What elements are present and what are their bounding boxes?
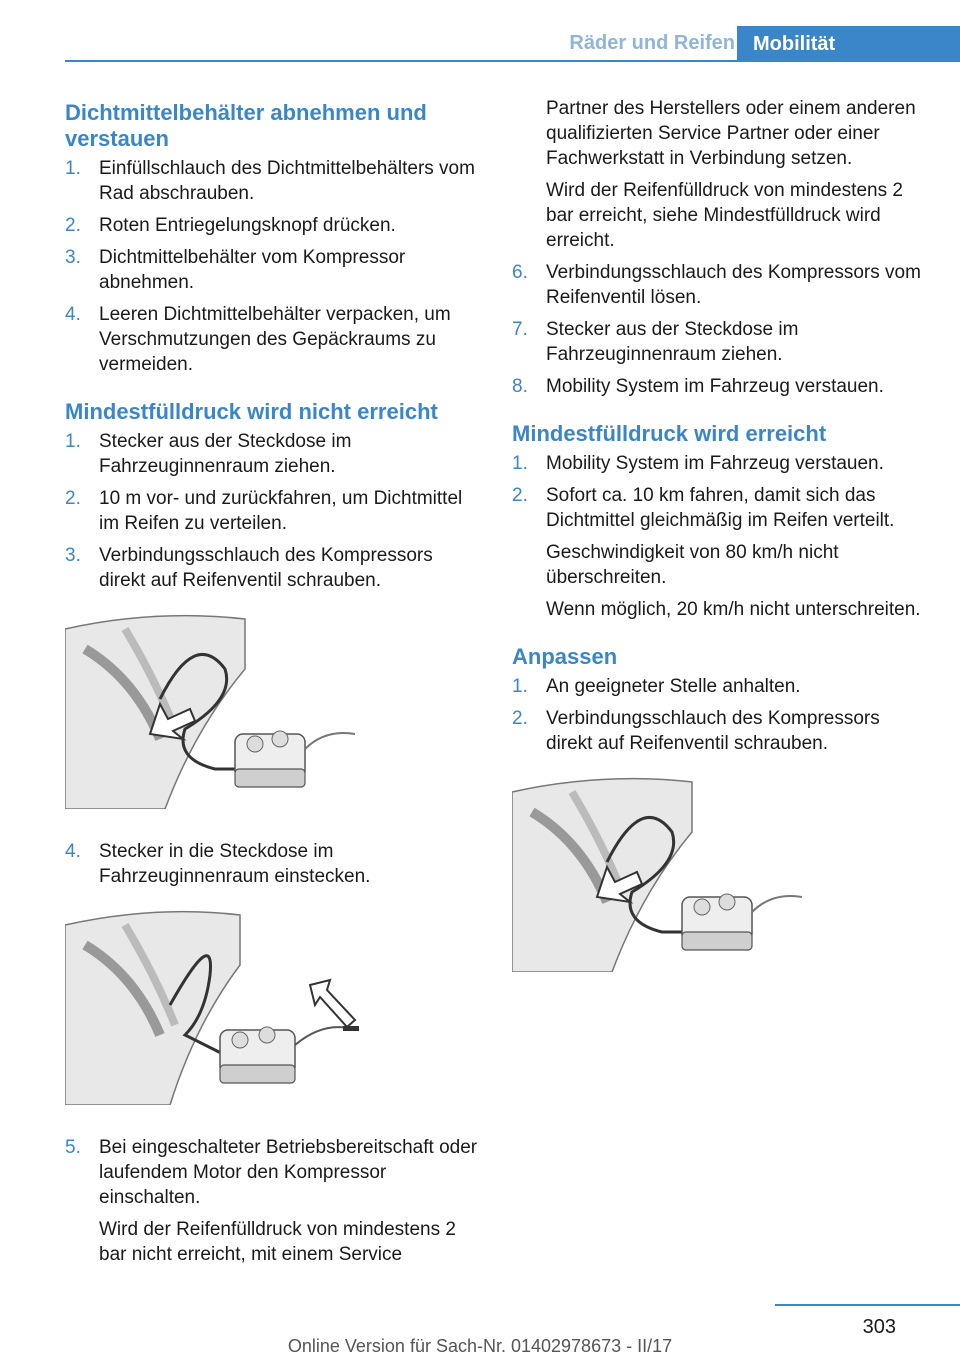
heading-adjust: Anpassen (512, 644, 618, 669)
heading-not-reached: Mindestfülldruck wird nicht erreicht (65, 399, 438, 424)
step-number: 2. (65, 488, 81, 509)
step-number: 2. (65, 215, 81, 236)
step-text: Verbindungsschlauch des Kompressors direkt auf Reifenventil schrauben. (99, 545, 433, 591)
heading-reached: Mindestfülldruck wird erreicht (512, 421, 827, 446)
step-number: 2. (512, 485, 528, 506)
list-item (65, 213, 480, 238)
step-text: Sofort ca. 10 km fahren, damit sich das Dichtmittel gleichmäßig im Reifen verteilt. (546, 485, 895, 531)
speed-limit-note: Geschwindigkeit von 80 km/h nicht überschreiten. (546, 542, 839, 588)
step-number: 4. (65, 841, 81, 862)
step-number: 1. (512, 676, 528, 697)
list-item (512, 706, 927, 756)
list-item (512, 674, 927, 699)
step-number: 6. (512, 262, 528, 283)
compressor-valve-illustration (65, 609, 365, 809)
plug-socket-illustration (65, 905, 365, 1105)
step-number: 1. (65, 431, 81, 452)
section-tab-mobilitaet[interactable]: Mobilität (737, 26, 960, 62)
heading-remove-container: Dichtmittelbehälter abnehmen und verstauen (65, 100, 427, 151)
continued-steps-list (512, 260, 927, 399)
step-text: Bei eingeschalteter Betriebsbereitschaft oder laufendem Motor den Kompressor einschalten. (99, 1137, 478, 1208)
list-item (65, 1135, 480, 1210)
adjust-steps-list (512, 674, 927, 756)
header-rule (65, 60, 960, 62)
compressor-valve-illustration-2 (512, 772, 812, 972)
step-text: Stecker aus der Steckdose im Fahrzeuginnenraum ziehen. (99, 431, 352, 477)
list-item (65, 543, 480, 593)
step-text: 10 m vor- und zurückfahren, um Dichtmittel im Reifen zu verteilen. (99, 488, 463, 534)
step-number: 3. (65, 247, 81, 268)
right-column (512, 96, 927, 1002)
step-text: An geeigneter Stelle anhalten. (546, 676, 801, 697)
step-number: 4. (65, 304, 81, 325)
list-item (65, 429, 480, 479)
section-tab-raeder-reifen[interactable]: Räder und Reifen (569, 32, 735, 54)
step-number: 1. (65, 158, 81, 179)
step-number: 1. (512, 453, 528, 474)
step-number: 5. (65, 1137, 81, 1158)
step-number: 3. (65, 545, 81, 566)
min-speed-note: Wenn möglich, 20 km/h nicht unterschreiten. (546, 599, 921, 620)
step-text: Roten Entriegelungsknopf drücken. (99, 215, 396, 236)
step-text: Mobility System im Fahrzeug verstauen. (546, 453, 884, 474)
reached-steps-list (512, 451, 927, 533)
remove-steps-list (65, 156, 480, 377)
online-version-footer: Online Version für Sach-Nr. 01402978673 - II/17 (287, 1336, 673, 1356)
list-item (512, 451, 927, 476)
step-text: Verbindungsschlauch des Kompressors vom Reifenventil lösen. (546, 262, 921, 308)
step-number: 2. (512, 708, 528, 729)
list-item (512, 260, 927, 310)
reached-reference-note: Wird der Reifenfülldruck von mindestens 2 bar erreicht, siehe Mindestfülldruck wird erreicht. (546, 180, 903, 251)
step5-note-continuation: Partner des Herstellers oder einem anderen qualifizierten Service Partner oder einer Fachwerkstatt in Verbindung setzen. (546, 98, 916, 169)
page-number: 303 (862, 1316, 896, 1338)
step-text: Stecker aus der Steckdose im Fahrzeuginnenraum ziehen. (546, 319, 799, 365)
not-reached-steps-list (65, 429, 480, 593)
step-text: Einfüllschlauch des Dichtmittelbehälters vom Rad abschrauben. (99, 158, 475, 204)
list-item (65, 486, 480, 536)
list-item (512, 483, 927, 533)
list-item (65, 245, 480, 295)
step5-list (65, 1135, 480, 1210)
step-text: Dichtmittelbehälter vom Kompressor abnehmen. (99, 247, 406, 293)
left-column (65, 100, 480, 1274)
step-number: 7. (512, 319, 528, 340)
step4-list (65, 839, 480, 889)
list-item (65, 156, 480, 206)
step-number: 8. (512, 376, 528, 397)
list-item (512, 374, 927, 399)
step-text: Mobility System im Fahrzeug verstauen. (546, 376, 884, 397)
step-text: Stecker in die Steckdose im Fahrzeuginnenraum einstecken. (99, 841, 371, 887)
list-item (65, 839, 480, 889)
step-text: Verbindungsschlauch des Kompressors direkt auf Reifenventil schrauben. (546, 708, 880, 754)
step-text: Leeren Dichtmittelbehälter verpacken, um Verschmutzungen des Gepäckraums zu vermeiden. (99, 304, 451, 375)
step5-note: Wird der Reifenfülldruck von mindestens 2 bar nicht erreicht, mit einem Service (99, 1219, 456, 1265)
list-item (65, 302, 480, 377)
list-item (512, 317, 927, 367)
footer-rule (775, 1304, 960, 1306)
